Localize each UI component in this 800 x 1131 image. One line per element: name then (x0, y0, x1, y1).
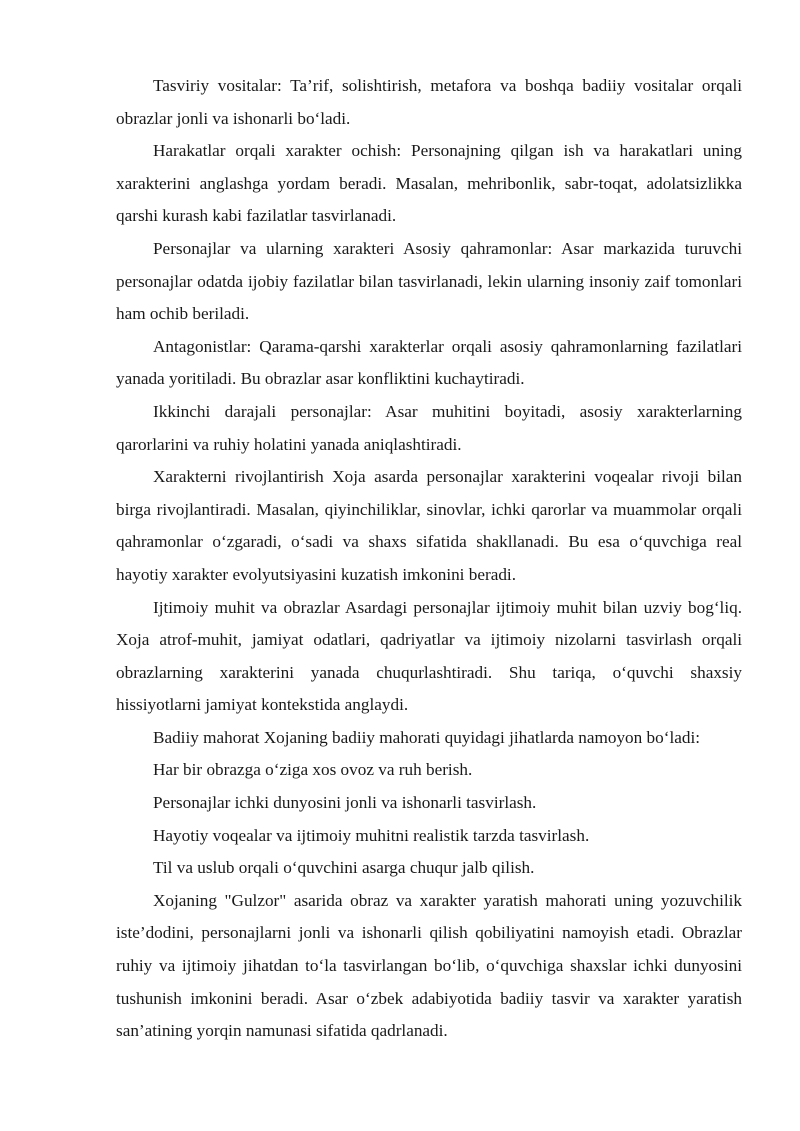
list-item-til-va-uslub: Til va uslub orqali o‘quvchini asarga chuqur jalb qilish. (153, 858, 535, 878)
paragraph-ijtimoiy-muhit: Ijtimoiy muhit va obrazlar Asardagi personajlar ijtimoiy muhit bilan uzviy bog‘liq. Xoja atrof-muhit, jamiyat odatlari, qadriyatlar va ijtimoiy nizolarni tasvirlash orqali obrazlarning xarakterini yanada chuqurlashtiradi. Shu tariqa, o‘quvchi shaxsiy hissiyotlarni jamiyat kontekstida anglaydi. (116, 597, 742, 715)
paragraph-tasviriy-vositalar: Tasviriy vositalar: Ta’rif, solishtirish, metafora va boshqa badiiy vositalar orqali obrazlar jonli va ishonarli bo‘ladi. (116, 76, 742, 128)
paragraph-ikkinchi-darajali: Ikkinchi darajali personajlar: Asar muhitini boyitadi, asosiy xarakterlarning qarorlarini va ruhiy holatini yanada aniqlashtiradi. (116, 401, 742, 454)
paragraph-harakatlar: Harakatlar orqali xarakter ochish: Personajning qilgan ish va harakatlari uning xarakterini anglashga yordam beradi. Masalan, mehribonlik, sabr-toqat, adolatsizlikka qarshi kurash kabi fazilatlar tasvirlanadi. (116, 141, 742, 226)
paragraph-antagonistlar: Antagonistlar: Qarama-qarshi xarakterlar orqali asosiy qahramonlarning fazilatlari yanada yoritiladi. Bu obrazlar asar konfliktini kuchaytiradi. (116, 336, 742, 389)
paragraph-badiiy-mahorat: Badiiy mahorat Xojaning badiiy mahorati quyidagi jihatlarda namoyon bo‘ladi: (153, 727, 701, 747)
paragraph-conclusion: Xojaning "Gulzor" asarida obraz va xarakter yaratish mahorati uning yozuvchilik iste’dodini, personajlarni jonli va ishonarli qilish qobiliyatini namoyish etadi. Obrazlar ruhiy va ijtimoiy jihatdan to‘la tasvirlangan bo‘lib, o‘quvchiga shaxslar ichki dunyosini tushunish imkonini beradi. Asar o‘zbek adabiyotida badiiy tasvir va xarakter yaratish san’atining yorqin namunasi sifatida qadrlanadi. (116, 890, 742, 1041)
document-page (116, 70, 742, 1048)
list-item-ovoz-va-ruh: Har bir obrazga o‘ziga xos ovoz va ruh berish. (153, 760, 473, 780)
list-item-hayotiy-voqealar: Hayotiy voqealar va ijtimoiy muhitni realistik tarzda tasvirlash. (153, 825, 590, 845)
list-item-ichki-dunyo: Personajlar ichki dunyosini jonli va ishonarli tasvirlash. (153, 793, 537, 813)
paragraph-asosiy-qahramonlar: Personajlar va ularning xarakteri Asosiy qahramonlar: Asar markazida turuvchi personajlar odatda ijobiy fazilatlar bilan tasvirlanadi, lekin ularning insoniy zaif tomonlari ham ochib beriladi. (116, 238, 742, 324)
paragraph-xarakterni-rivojlantirish: Xarakterni rivojlantirish Xoja asarda personajlar xarakterini voqealar rivoji bilan birga rivojlantiradi. Masalan, qiyinchiliklar, sinovlar, ichki qarorlar va muammolar orqali qahramonlar o‘zgaradi, o‘sadi va shaxs sifatida shakllanadi. Bu esa o‘quvchiga real hayotiy xarakter evolyutsiyasini kuzatish imkonini beradi. (116, 467, 742, 584)
